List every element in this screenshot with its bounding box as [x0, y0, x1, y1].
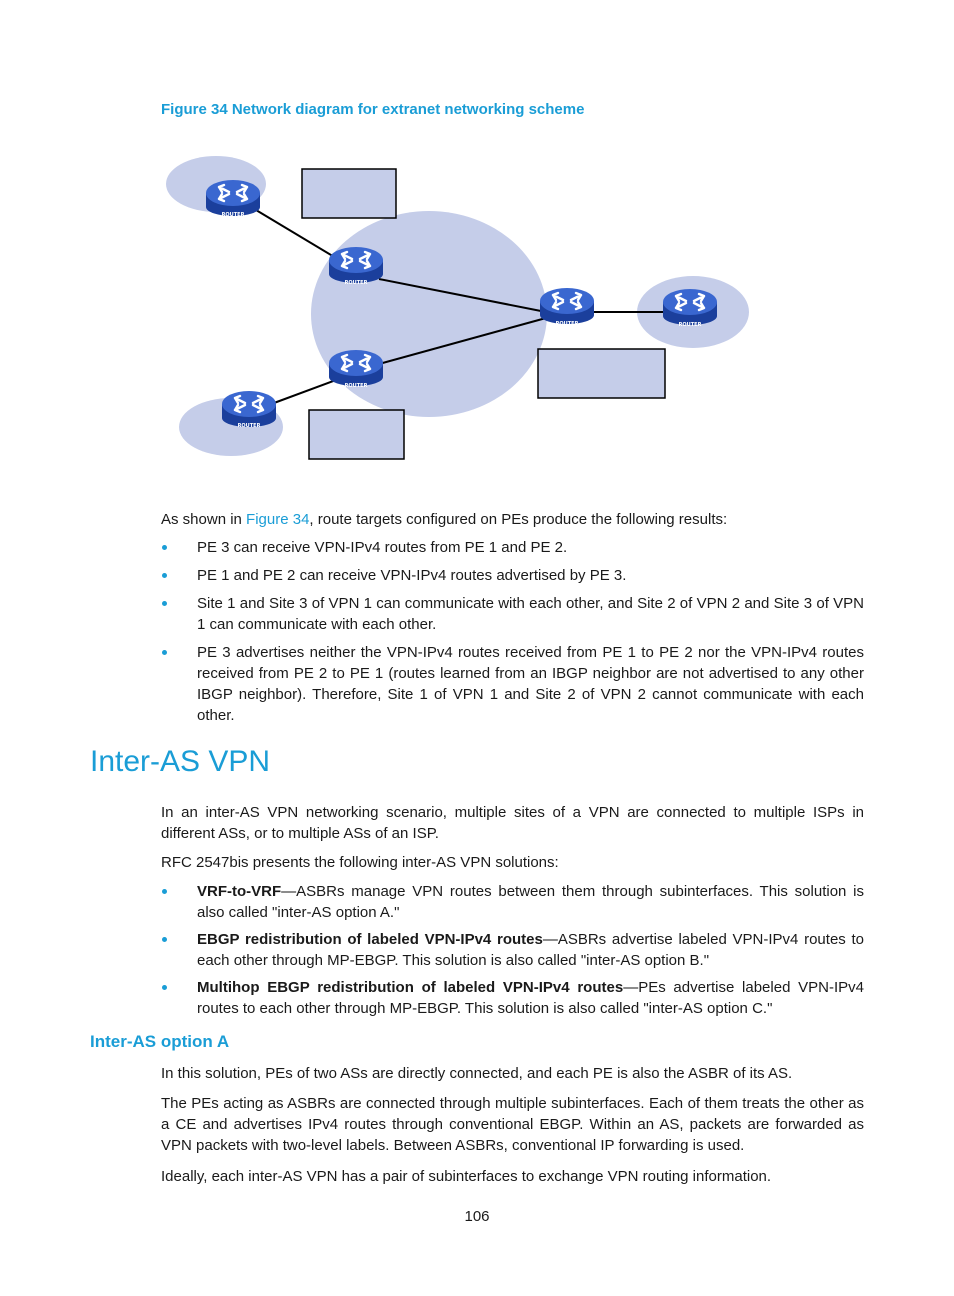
intro-paragraph: [161, 509, 864, 530]
figure-link[interactable]: Figure 34: [246, 511, 310, 528]
subsection-paragraph: Ideally, each inter-AS VPN has a pair of subinterfaces to exchange VPN routing information.: [161, 1168, 772, 1185]
router-label: ROUTER: [555, 321, 579, 327]
subsection-paragraph: The PEs acting as ASBRs are connected through multiple subinterfaces. Each of them treats the other as a CE and advertises IPv4 routes through conventional EBGP. Within an AS, packets are forwarded as VPN packets with two-level labels. Between ASBRs, conventional IP forwarding is used.: [161, 1095, 864, 1154]
solution-desc: —ASBRs manage VPN routes between them through subinterfaces. This solution is also called "inter-AS option A.": [197, 883, 864, 921]
section-paragraph: In an inter-AS VPN networking scenario, multiple sites of a VPN are connected to multiple ISPs in different ASs, or to multiple ASs of an ISP.: [161, 804, 864, 842]
solutions-list: [161, 881, 864, 1025]
router-label: ROUTER: [237, 423, 261, 429]
list-item: [161, 881, 864, 923]
subsection-paragraph: In this solution, PEs of two ASs are directly connected, and each PE is also the ASBR of its AS.: [161, 1065, 793, 1082]
solution-desc: —PEs advertise labeled VPN-IPv4 routes to each other through MP-EBGP. This solution is also called "inter-AS option C.": [197, 979, 865, 1017]
router-ce-top-left: [206, 180, 260, 216]
section-paragraph: RFC 2547bis presents the following inter-AS VPN solutions:: [161, 854, 559, 871]
page-number: 106: [464, 1208, 490, 1225]
solution-term: EBGP redistribution of labeled VPN-IPv4 routes: [197, 931, 543, 948]
list-item: Site 1 and Site 3 of VPN 1 can communicate with each other, and Site 2 of VPN 2 and Site 3 of VPN 1 can communicate with each other.: [161, 593, 864, 635]
router-label: ROUTER: [678, 322, 702, 328]
list-item: PE 1 and PE 2 can receive VPN-IPv4 routes advertised by PE 3.: [161, 565, 864, 586]
router-label: ROUTER: [344, 383, 368, 389]
intro-suffix: , route targets configured on PEs produce the following results:: [309, 511, 728, 528]
router-label: ROUTER: [344, 280, 368, 286]
router-ce-bottom-left: [222, 391, 276, 427]
router-pe2: [329, 350, 383, 386]
solution-term: Multihop EBGP redistribution of labeled VPN-IPv4 routes: [197, 979, 624, 996]
label-box-right: [538, 349, 665, 398]
intro-prefix: As shown in: [161, 511, 247, 528]
router-pe1: [329, 247, 383, 283]
link-ce2-pe2: [274, 380, 336, 403]
router-pe3: [540, 288, 594, 324]
solution-desc: —ASBRs advertise labeled VPN-IPv4 routes to each other through MP-EBGP. This solution is also called "inter-AS option B.": [197, 931, 864, 969]
solution-term: VRF-to-VRF: [197, 883, 282, 900]
label-box-top: [302, 169, 396, 218]
subsection-heading: Inter-AS option A: [90, 1032, 230, 1051]
router-ce-right: [663, 289, 717, 325]
list-item: PE 3 can receive VPN-IPv4 routes from PE 1 and PE 2.: [161, 537, 864, 558]
label-box-bottom: [309, 410, 404, 459]
list-item: PE 3 advertises neither the VPN-IPv4 routes received from PE 1 to PE 2 nor the VPN-IPv4 routes received from PE 2 to PE 1 (routes learned from an IBGP neighbor are not advertised to any other IBGP neighbor). Therefore, Site 1 of VPN 1 and Site 2 of VPN 2 cannot communicate with each other.: [161, 642, 864, 726]
router-label: ROUTER: [221, 212, 245, 218]
figure-caption: Figure 34 Network diagram for extranet networking scheme: [161, 101, 585, 118]
list-item: [161, 929, 864, 971]
section-heading: Inter-AS VPN: [90, 745, 271, 778]
network-diagram: [160, 150, 760, 470]
list-item: [161, 977, 864, 1019]
results-list: [161, 537, 864, 733]
